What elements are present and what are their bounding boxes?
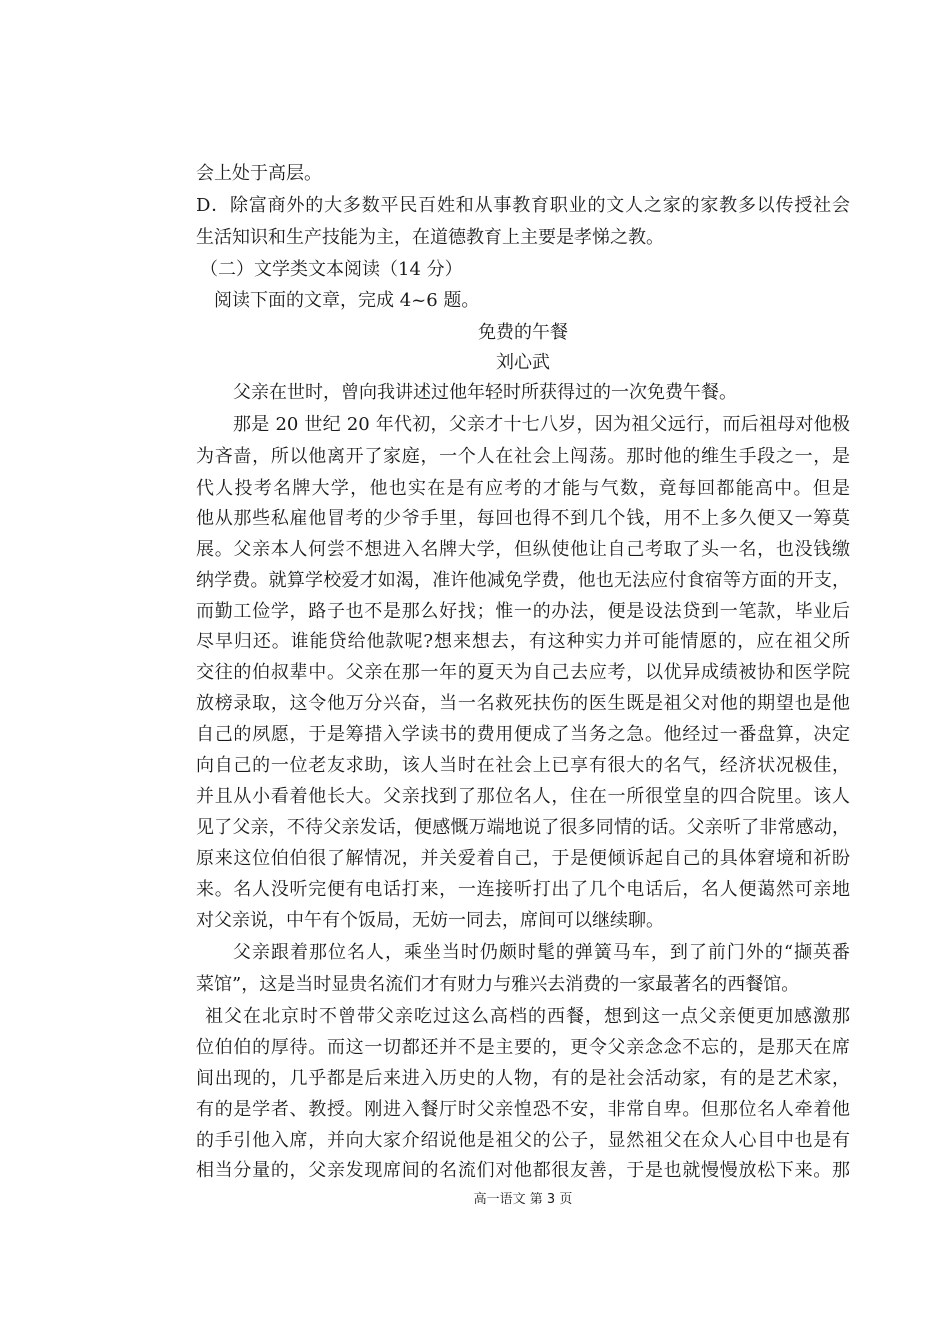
paragraph-2-line: 来。名人没听完便有电话打来，一连接听打出了几个电话后，名人便蔼然可亲地 bbox=[196, 879, 850, 900]
paragraph-4-line: 相当分量的，父亲发现席间的名流们对他都很友善，于是也就慢慢放松下来。那 bbox=[196, 1160, 850, 1181]
paragraph-3-line: 父亲跟着那位名人，乘坐当时仍颇时髦的弹簧马车，到了前门外的“撷英番 bbox=[233, 942, 850, 963]
paragraph-2-line: 展。父亲本人何尝不想进入名牌大学，但纵使他让自己考取了头一名，也没钱缴 bbox=[196, 539, 850, 560]
paragraph-3-line: 菜馆”，这是当时显贵名流们才有财力与雅兴去消费的一家最著名的西餐馆。 bbox=[196, 974, 800, 995]
section-heading: （二）文学类文本阅读（14 分） bbox=[200, 259, 463, 280]
paragraph-4-line: 位伯伯的厚待。而这一切都还并不是主要的，更令父亲念念不忘的，是那天在席 bbox=[196, 1037, 850, 1058]
paragraph-2-line: 对父亲说，中午有个饭局，无妨一同去，席间可以继续聊。 bbox=[196, 910, 664, 931]
paragraph-4-line: 有的是学者、教授。刚进入餐厅时父亲惶恐不安，非常自卑。但那位名人牵着他 bbox=[196, 1099, 850, 1120]
text-line: 会上处于高层。 bbox=[196, 163, 322, 184]
article-title: 免费的午餐 bbox=[478, 322, 568, 343]
instruction-line: 阅读下面的文章，完成 4~6 题。 bbox=[214, 290, 480, 311]
paragraph-4-line: 间出现的，几乎都是后来进入历史的人物，有的是社会活动家，有的是艺术家， bbox=[196, 1068, 850, 1089]
text-line: 生活知识和生产技能为主，在道德教育上主要是孝悌之教。 bbox=[196, 227, 664, 248]
paragraph-2-line: 放榜录取，这令他万分兴奋，当一名救死扶伤的医生既是祖父对他的期望也是他 bbox=[196, 693, 850, 714]
paragraph-2-line: 而勤工俭学，路子也不是那么好找；惟一的办法，便是设法贷到一笔款，毕业后 bbox=[196, 601, 850, 622]
paragraph-4-line: 祖父在北京时不曾带父亲吃过这么高档的西餐，想到这一点父亲便更加感激那 bbox=[205, 1006, 850, 1027]
paragraph-2-line: 向自己的一位老友求助，该人当时在社会上已享有很大的名气，经济状况极佳， bbox=[196, 755, 850, 776]
paragraph-2-line: 并且从小看着他长大。父亲找到了那位名人，住在一所很堂皇的四合院里。该人 bbox=[196, 786, 850, 807]
paragraph-2-line: 他从那些私雇他冒考的少爷手里，每回也得不到几个钱，用不上多久便又一筹莫 bbox=[196, 508, 850, 529]
paragraph-2-line: 交往的伯叔辈中。父亲在那一年的夏天为自己去应考，以优异成绩被协和医学院 bbox=[196, 662, 850, 683]
option-d-line: D．除富商外的大多数平民百姓和从事教育职业的文人之家的家教多以传授社会 bbox=[196, 195, 850, 216]
paragraph-4-line: 的手引他入席，并向大家介绍说他是祖父的公子，显然祖父在众人心目中也是有 bbox=[196, 1130, 850, 1151]
article-author: 刘心武 bbox=[496, 352, 550, 373]
paragraph-2-line: 见了父亲，不待父亲发话，便感慨万端地说了很多同情的话。父亲听了非常感动， bbox=[196, 817, 850, 838]
paragraph-2-line: 自己的夙愿，于是筹措入学读书的费用便成了当务之急。他经过一番盘算，决定 bbox=[196, 724, 850, 745]
paragraph-2-line: 为吝啬，所以他离开了家庭，一个人在社会上闯荡。那时他的维生手段之一，是 bbox=[196, 446, 850, 467]
paragraph-2-line: 原来这位伯伯很了解情况，并关爱着自己，于是便倾诉起自己的具体窘境和祈盼 bbox=[196, 848, 850, 869]
paragraph-2-line: 那是 20 世纪 20 年代初，父亲才十七八岁，因为祖父远行，而后祖母对他极 bbox=[233, 414, 850, 435]
paragraph-2-line: 纳学费。就算学校爱才如渴，准许他减免学费，他也无法应付食宿等方面的开支， bbox=[196, 570, 850, 591]
page-footer: 高一语文 第 3 页 bbox=[473, 1192, 573, 1207]
paragraph-1: 父亲在世时，曾向我讲述过他年轻时所获得过的一次免费午餐。 bbox=[233, 382, 737, 403]
paragraph-2-line: 尽早归还。谁能贷给他款呢?想来想去，有这种实力并可能情愿的，应在祖父所 bbox=[196, 631, 850, 652]
paragraph-2-line: 代人投考名牌大学，他也实在是有应考的才能与气数，竟每回都能高中。但是 bbox=[196, 478, 850, 499]
